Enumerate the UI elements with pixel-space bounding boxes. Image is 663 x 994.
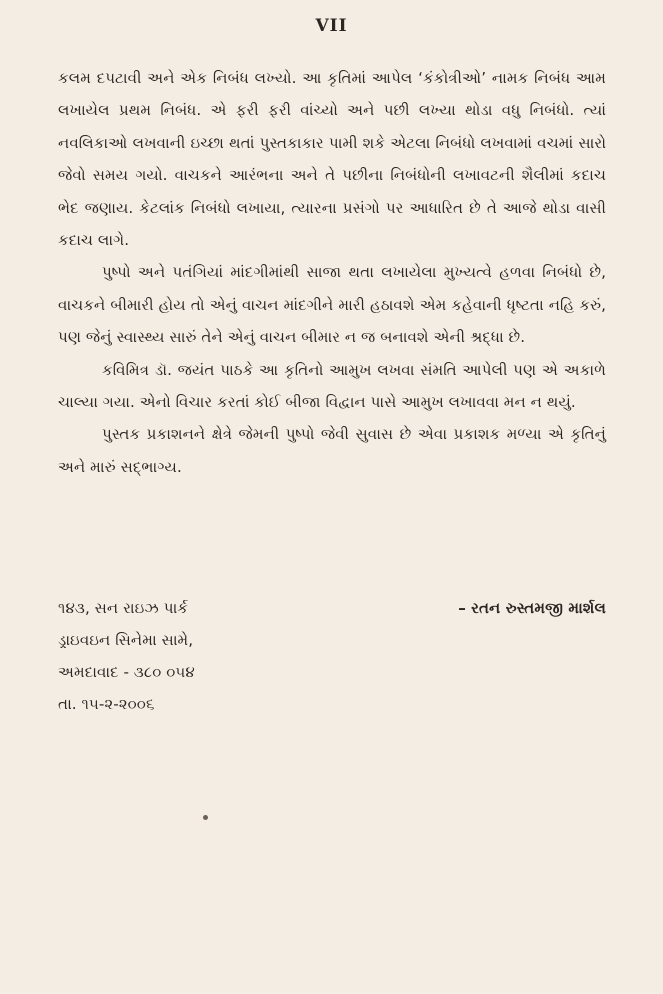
preface-body	[58, 62, 606, 483]
date-line: તા. ૧૫-૨-૨૦૦૬	[58, 695, 155, 713]
paragraph-3: કવિમિત્ર ડૉ. જયંત પાઠકે આ કૃતિનો આમુખ લખવા સંમતિ આપેલી પણ એ અકાળે ચાલ્યા ગયા. એનો વિચાર કરતાં કોઈ બીજા વિદ્વાન પાસે આમુખ લખાવવા મન ન થયું.	[58, 360, 606, 412]
address-line-2: ડ્રાઇવઇન સિનેમા સામે,	[58, 631, 194, 649]
address-line-3: અમદાવાદ - ૩૮૦ ૦૫૪	[58, 663, 195, 681]
ink-speck	[203, 815, 208, 820]
address-line-1: ૧૪૩, સન રાઇઝ પાર્ક	[58, 599, 189, 617]
paragraph-4: પુસ્તક પ્રકાશનને ક્ષેત્રે જેમની પુષ્પો જેવી સુવાસ છે એવા પ્રકાશક મળ્યા એ કૃતિનું અને મારું સદ્ભાગ્ય.	[58, 425, 606, 476]
page-number: VII	[315, 16, 348, 36]
author-signature: – રતન રુસ્તમજી માર્શલ	[458, 599, 606, 617]
address-block	[58, 624, 195, 720]
paragraph-2: પુષ્પો અને પતંગિયાં માંદગીમાંથી સાજા થતા લખાયેલા મુખ્યત્વે હળવા નિબંધો છે, વાચકને બીમારી હોય તો એનું વાચન માંદગીને મારી હઠાવશે એમ કહેવાની ધૃષ્ટતા નહિ કરું, પણ જેનું સ્વાસ્થ્ય સારું તેને એનું વાચન બીમાર ન જ બનાવશે એની શ્રદ્ધા છે.	[58, 263, 606, 347]
paragraph-1: કલમ દપટાવી અને એક નિબંધ લખ્યો. આ કૃતિમાં આપેલ ‘કંકોત્રીઓ’ નામક નિબંધ આમ લખાયેલ પ્રથમ નિબંધ. એ ફરી ફરી વાંચ્યો અને પછી લખ્યા થોડા વધુ નિબંધો. ત્યાં નવલિકાઓ લખવાની ઇચ્છા થતાં પુસ્તકાકાર પામી શકે એટલા નિબંધો લખવામાં વચમાં સારો જેવો સમય ગયો. વાચકને આરંભના અને તે પછીના નિબંધોની લખાવટની શૈલીમાં કદાચ ભેદ જણાય. કેટલાંક નિબંધો લખાયા, ત્યારના પ્રસંગો પર આધારિત છે તે આજે થોડા વાસી કદાચ લાગે.	[58, 69, 606, 250]
